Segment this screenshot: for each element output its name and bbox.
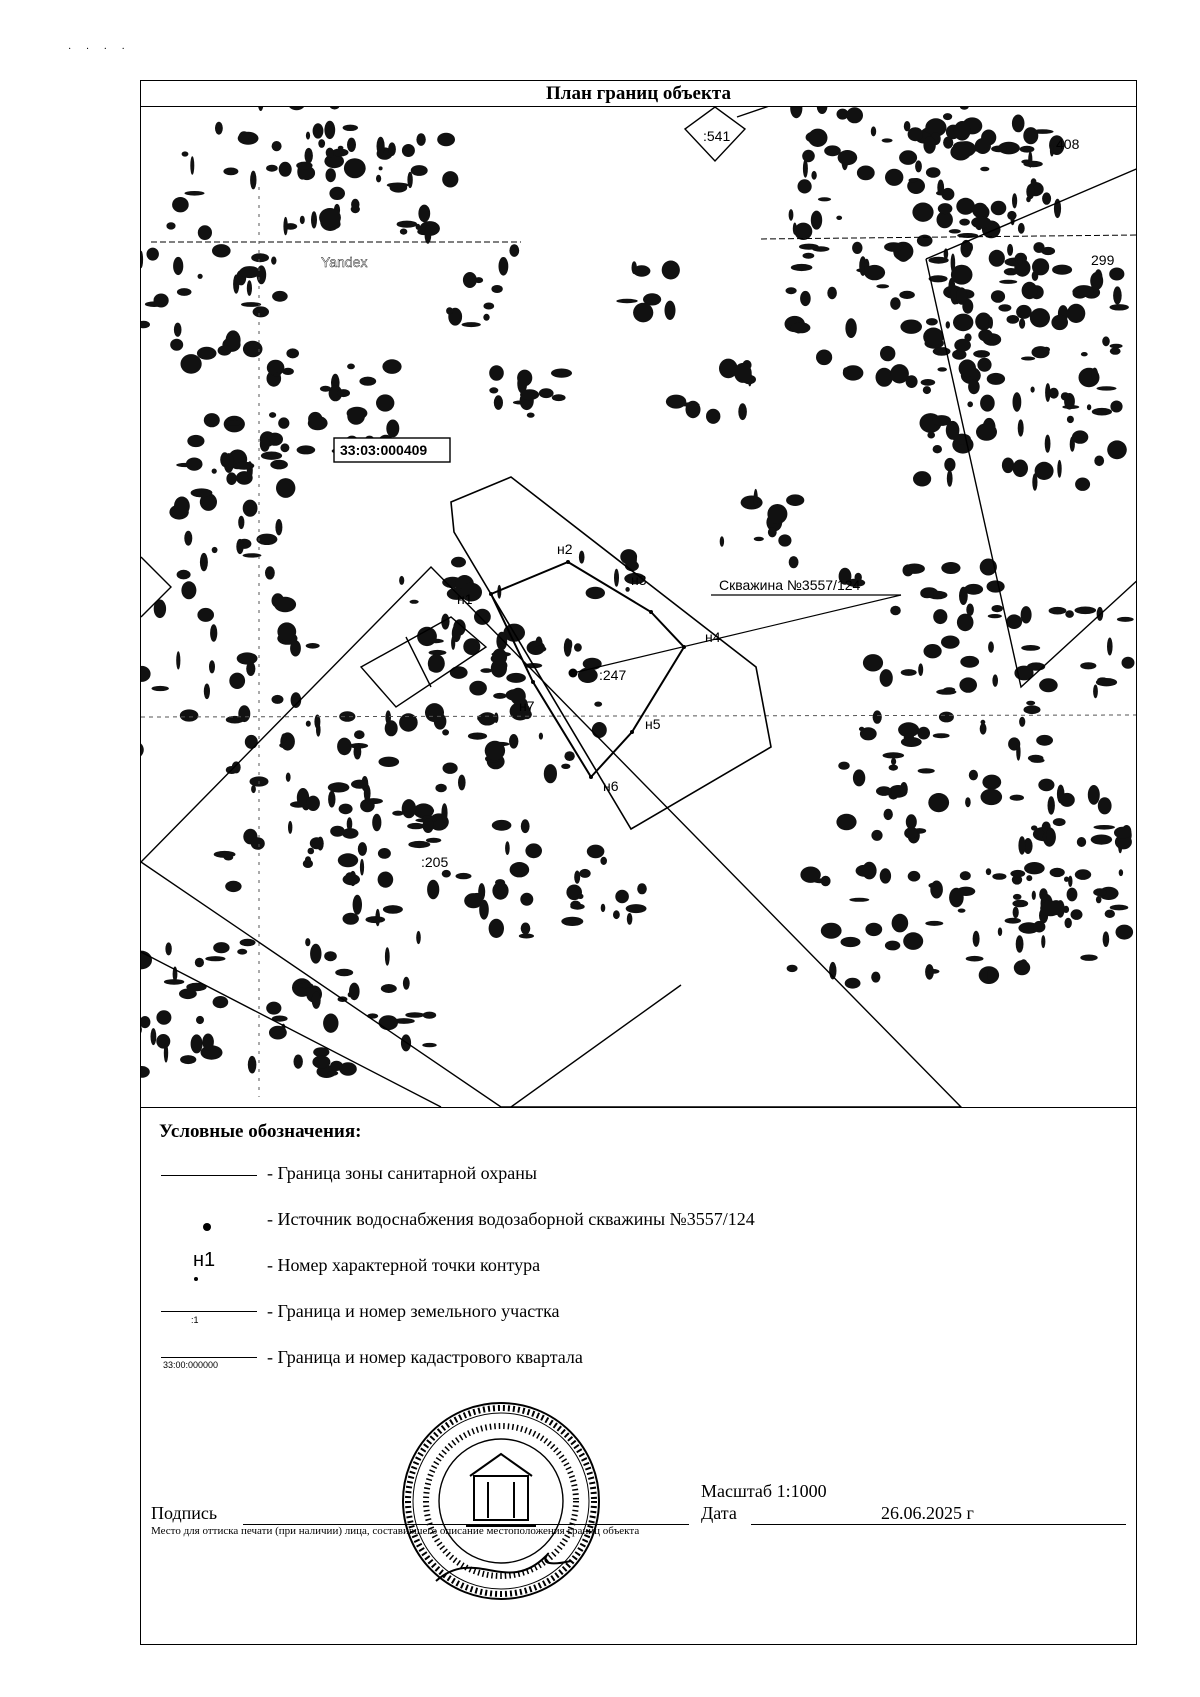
parcel-299-label: 299 [1091,252,1115,268]
stamp-place-note: Место для оттиска печати (при наличии) лица, составившего описание местоположения границ объекта [151,1525,640,1537]
legend-symbol-label: 33:00:000000 [163,1360,219,1370]
signature-block [141,1481,1136,1641]
legend-symbol-parcel-line [151,1291,261,1331]
legend-text: - Граница и номер кадастрового квартала [267,1347,583,1367]
vegetation-layer [141,107,1135,1078]
well-leader-line [573,595,901,673]
well-source-dot[interactable] [569,669,578,678]
parcel-205-label: :205 [421,854,449,870]
legend-symbol-point-number [151,1245,261,1285]
signature-label: Подпись [151,1503,218,1523]
legend-text: - Номер характерной точки контура [267,1255,541,1275]
legend-symbol-quarter-line [151,1337,261,1377]
street-label: Yandex [321,254,368,270]
point-label-n1: н1 [457,591,473,607]
map-canvas [141,107,1136,1107]
date-value: 26.06.2025 г [881,1503,974,1523]
scale-label: Масштаб 1:1000 [701,1481,827,1501]
legend-item-sanitary-zone [141,1153,1136,1193]
point-label-n6: н6 [603,778,619,794]
legend-title: Условные обозначения: [159,1121,362,1142]
quarter-label: 33:03:000409 [340,442,428,458]
legend-item-quarter [141,1337,1136,1377]
date-label: Дата [701,1503,737,1523]
legend-item-parcel [141,1291,1136,1331]
legend-symbol-label: :1 [191,1315,199,1325]
well-label: Скважина №3557/124 [719,577,861,593]
legend-symbol-dot [151,1199,261,1239]
point-label-n5: н5 [645,716,661,732]
parcel-541-label: :541 [703,128,731,144]
document-frame [140,80,1137,1645]
parcel-408-label: 408 [1056,136,1080,152]
official-seal [396,1396,606,1606]
point-label-n7: н7 [519,698,535,714]
legend-symbol-line [151,1153,261,1193]
point-label-n2: н2 [557,541,573,557]
legend-item-point-number [141,1245,1136,1285]
legend-text: - Источник водоснабжения водозаборной скважины №3557/124 [267,1209,755,1229]
point-label-n4: н4 [705,629,721,645]
page-title: План границ объекта [141,81,1136,107]
corner-marks: · · · · [68,44,131,55]
legend-item-well-source [141,1199,1136,1239]
legend-text: - Граница зоны санитарной охраны [267,1163,537,1183]
point-label-n3: н3 [631,572,647,588]
boundary-map[interactable] [141,107,1136,1108]
legend-text: - Граница и номер земельного участка [267,1301,560,1321]
legend-symbol-label: н1 [193,1249,216,1271]
parcel-247-label: :247 [599,667,627,683]
date-line [751,1524,1126,1525]
